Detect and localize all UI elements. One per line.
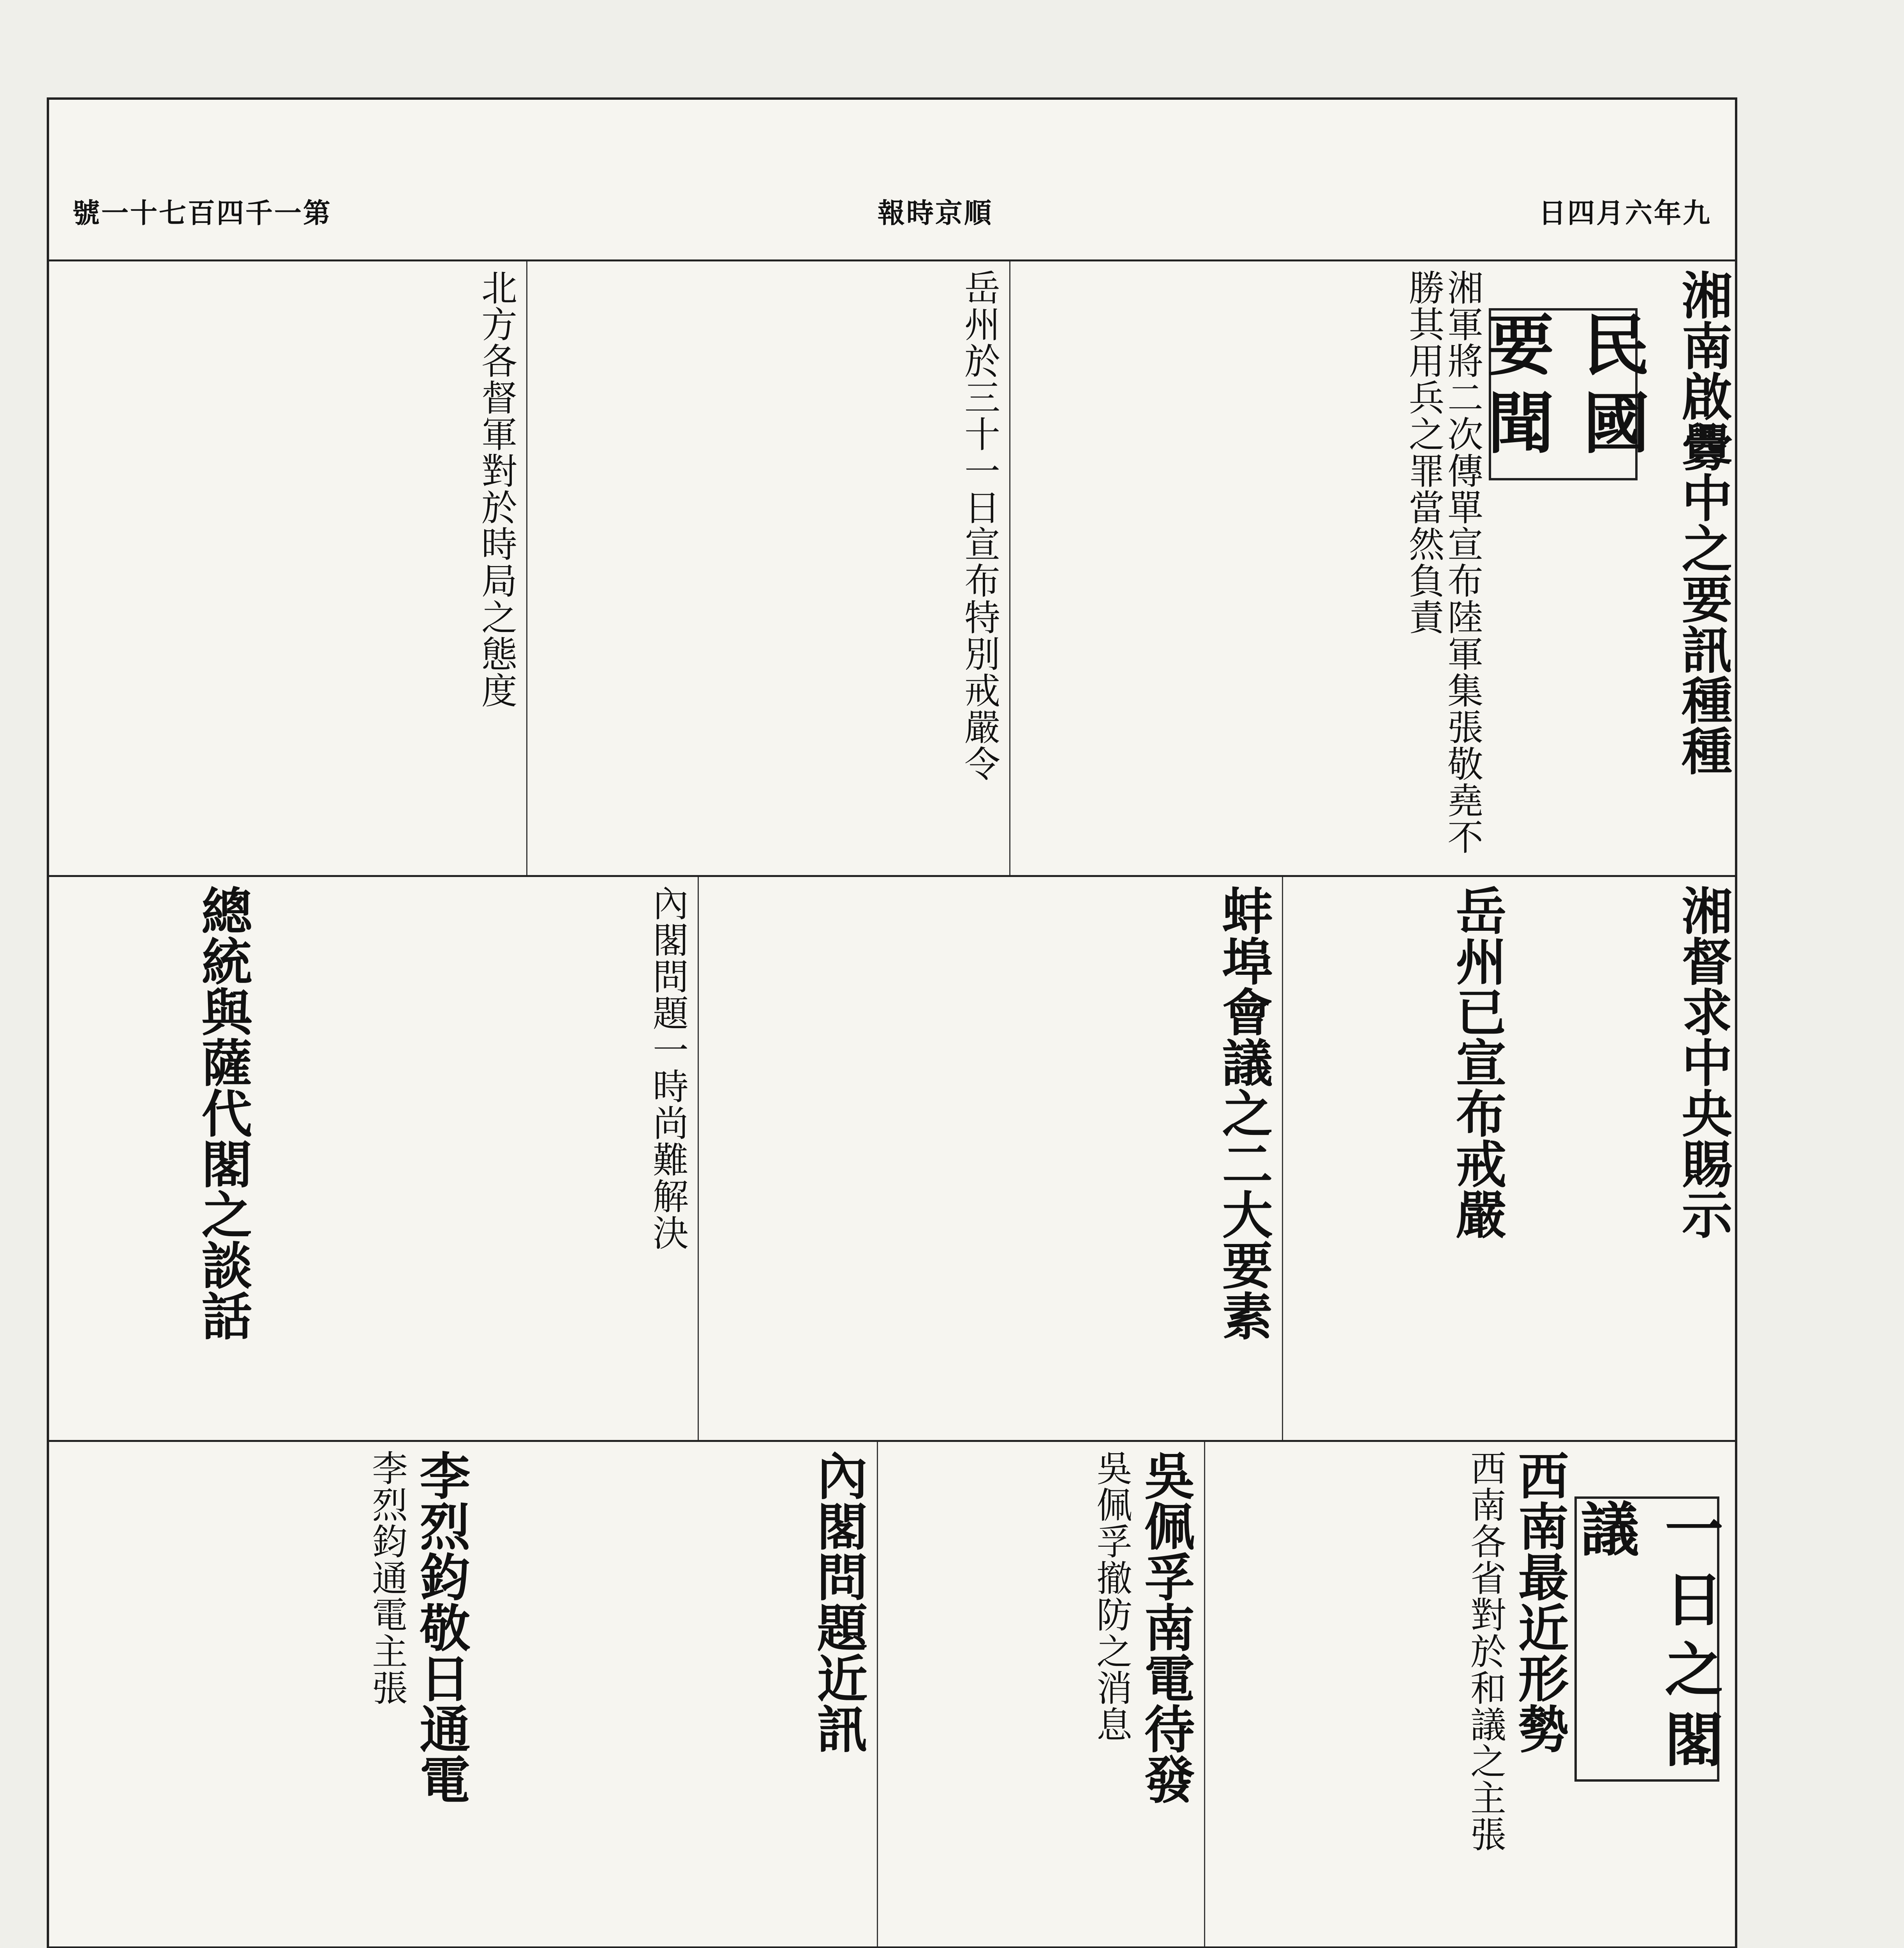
article-6 xyxy=(1291,877,1509,1442)
article-body: 內閣問題一時尚難解決 xyxy=(647,885,689,1251)
article-8 xyxy=(263,877,691,1442)
article-title: 內閣問題近訊 xyxy=(809,1450,868,1754)
column-rule xyxy=(1009,261,1010,877)
article-7 xyxy=(707,877,1275,1442)
article-body: 西南各省對於和議之主張 xyxy=(1465,1450,1506,1853)
column-rule xyxy=(1204,1442,1205,1948)
column-rule xyxy=(526,261,527,877)
row-1 xyxy=(49,259,1735,877)
masthead-title: 報時京順 xyxy=(878,196,993,229)
article-13 xyxy=(60,1442,473,1948)
article-12 xyxy=(481,1442,870,1948)
masthead-date: 日四月六年九 xyxy=(1539,196,1712,229)
article-title: 蚌埠會議之二大要素 xyxy=(1214,885,1273,1341)
article-title: 李烈鈞敬日通電 xyxy=(411,1450,471,1804)
article-body: 北方各督軍對於時局之態度 xyxy=(476,269,517,709)
row-4 xyxy=(49,1946,1735,1948)
article-10 xyxy=(1213,1442,1571,1948)
article-title: 總統與薩代閣之談話 xyxy=(193,885,253,1341)
article-11 xyxy=(886,1442,1197,1948)
column-rule xyxy=(1282,877,1283,1442)
article-body: 李烈鈞通電主張 xyxy=(366,1450,408,1706)
row-3 xyxy=(49,1440,1735,1948)
section-title: 民國要聞 xyxy=(1489,308,1638,480)
article-9 xyxy=(60,877,255,1442)
article-title: 湘南啟釁中之要訊種種 xyxy=(1673,269,1733,776)
article-title: 西南最近形勢 xyxy=(1510,1450,1569,1754)
article-body: 岳州於三十一日宣布特別戒嚴令 xyxy=(959,269,1000,782)
article-5 xyxy=(1517,877,1735,1442)
article-1 xyxy=(1641,261,1735,877)
column-rule xyxy=(698,877,699,1442)
article-title: 岳州已宣布戒嚴 xyxy=(1447,885,1507,1239)
masthead-line xyxy=(72,162,1712,259)
row-2 xyxy=(49,875,1735,1442)
article-title: 吳佩孚南電待發 xyxy=(1136,1450,1195,1804)
article-4 xyxy=(52,261,520,877)
article-body: 吳佩孚撤防之消息 xyxy=(1091,1450,1132,1743)
side-heading: 一日之閣議 xyxy=(1574,1496,1719,1782)
article-body: 湘軍將二次傳單宣布陸軍集張敬堯不勝其用兵之罪當然負責 xyxy=(1403,269,1483,855)
article-title: 湘督求中央賜示 xyxy=(1673,885,1733,1239)
article-2 xyxy=(1018,261,1486,877)
column-rule xyxy=(877,1442,878,1948)
masthead-issue: 號一十七百四千一第 xyxy=(72,196,332,229)
masthead xyxy=(49,162,1735,261)
article-3 xyxy=(535,261,1003,877)
newspaper-sheet xyxy=(47,97,1737,1948)
